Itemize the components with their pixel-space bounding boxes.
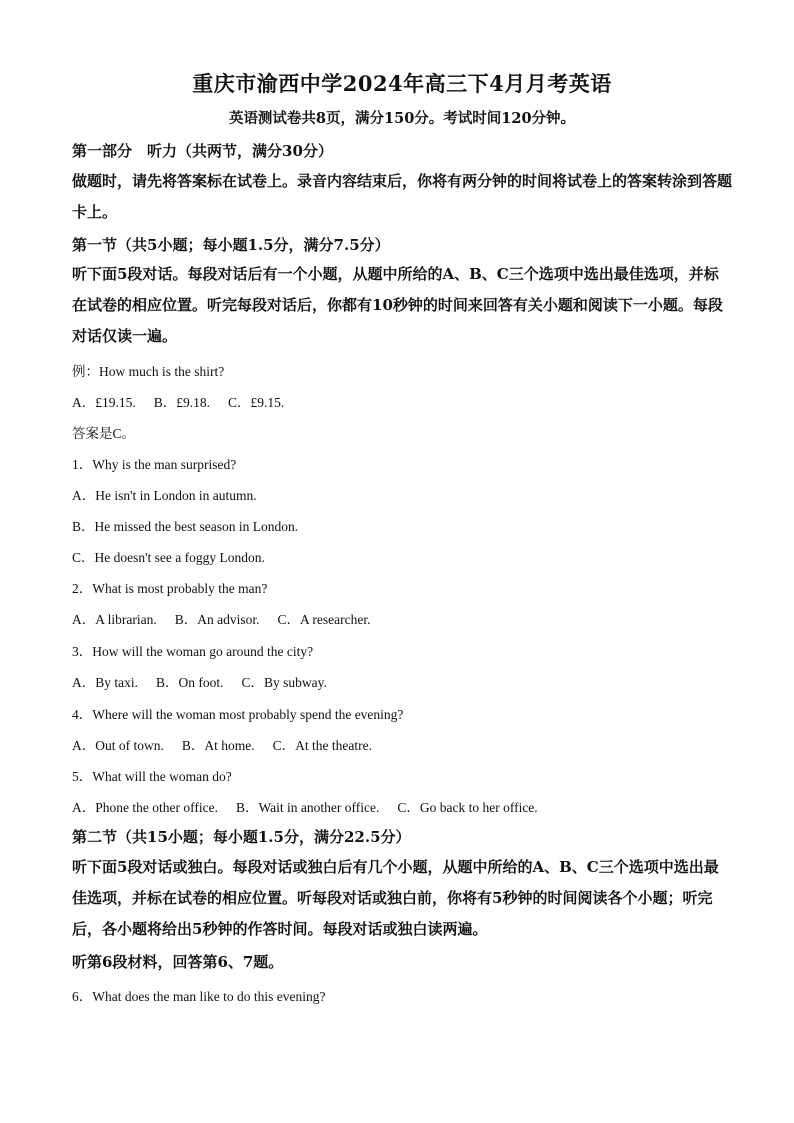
question-2: 2．What is most probably the man?	[72, 581, 268, 596]
question-5: 5．What will the woman do?	[72, 769, 232, 784]
option-a: A．Phone the other office.	[72, 800, 218, 815]
section2-instructions: 听下面5段对话或独白。每段对话或独白后有几个小题，从题中所给的A、B、C三个选项中选出最佳选项，并标在试卷的相应位置。听每段对话或独白前，你将有5秒钟的时间阅读各个小题；听完后，各小题将给出5秒钟的作答时间。每段对话或独白读两遍。	[72, 858, 719, 938]
section1-heading: 第一节（共5小题；每小题1.5分，满分7.5分）	[72, 236, 390, 254]
option-c: C．Go back to her office.	[397, 800, 538, 815]
question-3: 3．How will the woman go around the city?	[72, 644, 314, 659]
q5-options	[72, 796, 556, 816]
part1-heading: 第一部分 听力（共两节，满分30分）	[72, 142, 333, 160]
option-c: C．£9.15.	[228, 395, 285, 410]
option-a: A．Out of town.	[72, 738, 164, 753]
option-b: B．£9.18.	[153, 395, 211, 410]
q1-option-b: B．He missed the best season in London.	[72, 519, 299, 534]
option-a: A．£19.15.	[72, 395, 136, 410]
page-subtitle: 英语测试卷共8页，满分150分。考试时间120分钟。	[228, 110, 576, 127]
section2-heading: 第二节（共15小题；每小题1.5分，满分22.5分）	[72, 828, 411, 846]
page-title: 重庆市渝西中学2024年高三下4月月考英语	[192, 71, 612, 96]
q3-options	[72, 671, 345, 691]
option-b: B．At home.	[181, 738, 255, 753]
option-c: C．A researcher.	[277, 612, 371, 627]
option-c: C．By subway.	[241, 675, 327, 690]
q1-option-a: A．He isn't in London in autumn.	[72, 488, 257, 503]
example-options	[72, 391, 302, 411]
option-b: B．On foot.	[156, 675, 224, 690]
example-question: 例：How much is the shirt?	[72, 364, 225, 379]
q4-options	[72, 734, 390, 754]
material6-label: 听第6段材料，回答第6、7题。	[72, 953, 284, 971]
question-1: 1．Why is the man surprised?	[72, 457, 237, 472]
part1-instructions: 做题时，请先将答案标在试卷上。录音内容结束后，你将有两分钟的时间将试卷上的答案转涂到答题卡上。	[72, 172, 733, 221]
section1-instructions: 听下面5段对话。每段对话后有一个小题，从题中所给的A、B、C三个选项中选出最佳选项，并标在试卷的相应位置。听完每段对话后，你都有10秒钟的时间来回答有关小题和阅读下一小题。每段对话仅读一遍。	[72, 265, 723, 345]
q1-option-c: C．He doesn't see a foggy London.	[72, 550, 265, 565]
question-4: 4．Where will the woman most probably spend the evening?	[72, 707, 404, 722]
option-b: B．Wait in another office.	[235, 800, 380, 815]
question-6: 6．What does the man like to do this evening?	[72, 989, 326, 1004]
example-answer: 答案是C。	[72, 426, 136, 441]
option-a: A．A librarian.	[72, 612, 157, 627]
option-b: B．An advisor.	[174, 612, 260, 627]
option-c: C．At the theatre.	[272, 738, 372, 753]
q2-options	[72, 608, 388, 628]
option-a: A．By taxi.	[72, 675, 138, 690]
